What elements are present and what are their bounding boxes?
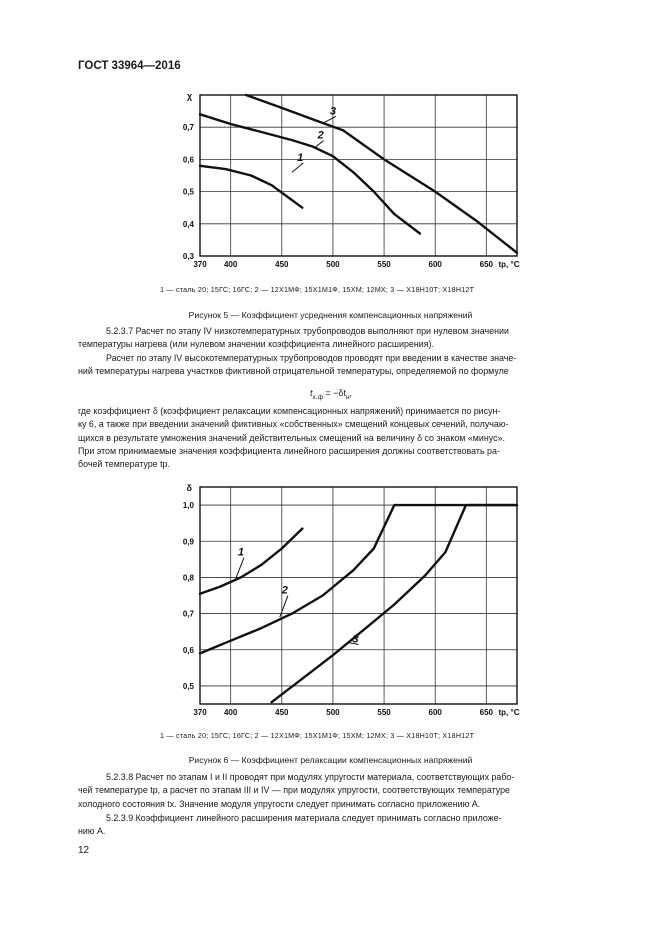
y-tick-label: 0,3 [182,252,194,261]
x-tick-label: 450 [275,708,289,717]
para-line: При этом принимаемые значения коэффициента линейного расширения должны соответствовать ра- [78,445,500,456]
series-label-2: 2 [281,584,288,597]
paragraph-5-2-3-9 [78,812,616,839]
x-tick-label: 500 [326,260,340,269]
series-leader-line [315,140,324,147]
para-line: 5.2.3.9 Коэффициент линейного расширения материала следует принимать согласно приложе- [106,813,502,823]
para-line: холодного состояния tх. Значение модуля упругости следует принимать согласно приложению А. [78,798,481,809]
figure-5-caption: Рисунок 5 — Коэффициент усреднения компенсационных напряжений [188,310,473,320]
para-line: щихся в результате умножения значений действительных смещений на величину δ со знаком «минус». [78,432,505,443]
para-line: 5.2.3.7 Расчет по этапу IV низкотемпературных трубопроводов выполняют при нулевом значении [106,326,509,336]
x-tick-label: 600 [428,708,442,717]
series-label-2: 2 [317,129,324,142]
x-tick-label: 370 [193,708,207,717]
para-line: нию А. [78,826,106,837]
series-label-3: 3 [352,633,359,646]
formula [310,388,352,401]
figure-6-chart [165,478,535,724]
x-tick-label: 400 [223,708,238,717]
formula-lhs-sub: х.ф [312,393,323,401]
page-number: 12 [78,845,90,856]
y-tick-label: 0,4 [182,219,194,229]
x-tick-label: 600 [428,260,442,269]
x-tick-label: 500 [326,708,340,717]
paragraph-delta-coefficient [78,405,616,471]
figure-6-caption: Рисунок 6 — Коэффициент релаксации компенсационных напряжений [188,755,473,765]
formula-tail: , [349,388,353,398]
para-line: чей температуре tр, а расчет по этапам III и IV — при модулях упругости, соответствующих температуре [78,785,510,796]
x-tick-label: 450 [275,260,289,269]
plot-frame [200,487,517,704]
x-tick-label: 400 [223,260,238,269]
y-tick-label: 0,6 [182,155,194,165]
series-line-2 [200,114,420,233]
formula-rhs-sub: н [345,393,350,401]
y-tick-label: 0,7 [182,609,194,619]
x-axis-unit-label: tр, °C [498,260,520,269]
series-label-3: 3 [329,105,336,118]
formula-lhs: t [310,388,313,398]
x-tick-label: 550 [377,260,391,269]
series-line-2 [200,505,517,653]
x-tick-label: 650 [479,708,494,717]
para-line: где коэффициент δ (коэффициент релаксации компенсационных напряжений) принимается по рисун- [78,406,501,416]
series-label-1: 1 [237,546,244,559]
series-line-1 [200,166,302,208]
x-tick-label: 650 [479,260,494,269]
series-leader-line [292,163,303,172]
series-label-1: 1 [297,152,304,165]
para-line: ний температуры нагрева участков фиктивной отрицательной температуры, определяемой по формуле [78,366,509,377]
series-line-3 [246,95,517,253]
y-tick-label: 0,5 [182,681,194,691]
paragraph-5-2-3-7 [78,325,616,352]
y-tick-label: 0,5 [182,187,194,197]
y-axis-label: χ [186,91,192,101]
paragraph-5-2-3-8 [78,771,616,811]
x-tick-label: 550 [377,708,391,717]
para-line: ку 6, а также при введении значений фиктивных «собственных» смещений концевых сечений, получаю- [78,419,509,430]
para-line: Расчет по этапу IV высокотемпературных трубопроводов проводят при введении в качестве значе- [106,353,517,363]
document-header: ГОСТ 33964—2016 [78,60,181,72]
figure-5-legend: 1 — сталь 20; 15ГС; 16ГС; 2 — 12Х1МФ; 15Х1М1Ф, 15ХМ; 12МХ; 3 — Х18Н10Т; Х18Н12Т [160,285,475,294]
figure-6-legend: 1 — сталь 20; 15ГС; 16ГС; 2 — 12Х1МФ; 15Х1М1Ф; 15ХМ; 12МХ; 3 — Х18Н10Т; Х18Н12Т [160,731,475,740]
formula-eq: = −δt [322,388,346,398]
series-leader-line [323,116,336,123]
x-tick-label: 370 [193,260,207,269]
y-axis-label: δ [186,483,192,493]
y-tick-label: 0,9 [182,537,194,547]
x-axis-unit-label: tр, °C [498,708,520,717]
para-line: температуры нагрева (или нулевом значении коэффициента линейного расширения). [78,339,434,350]
y-tick-label: 0,8 [182,573,194,583]
y-tick-label: 1,0 [182,501,194,511]
figure-5-chart [165,86,535,278]
y-tick-label: 0,6 [182,645,194,655]
para-line: 5.2.3.8 Расчет по этапам I и II проводят при модулях упругости материала, соответствующих рабо- [106,772,515,782]
para-line: бочей температуре tр. [78,459,170,470]
y-tick-label: 0,7 [182,123,194,133]
paragraph-fictive-temperature [78,352,616,379]
